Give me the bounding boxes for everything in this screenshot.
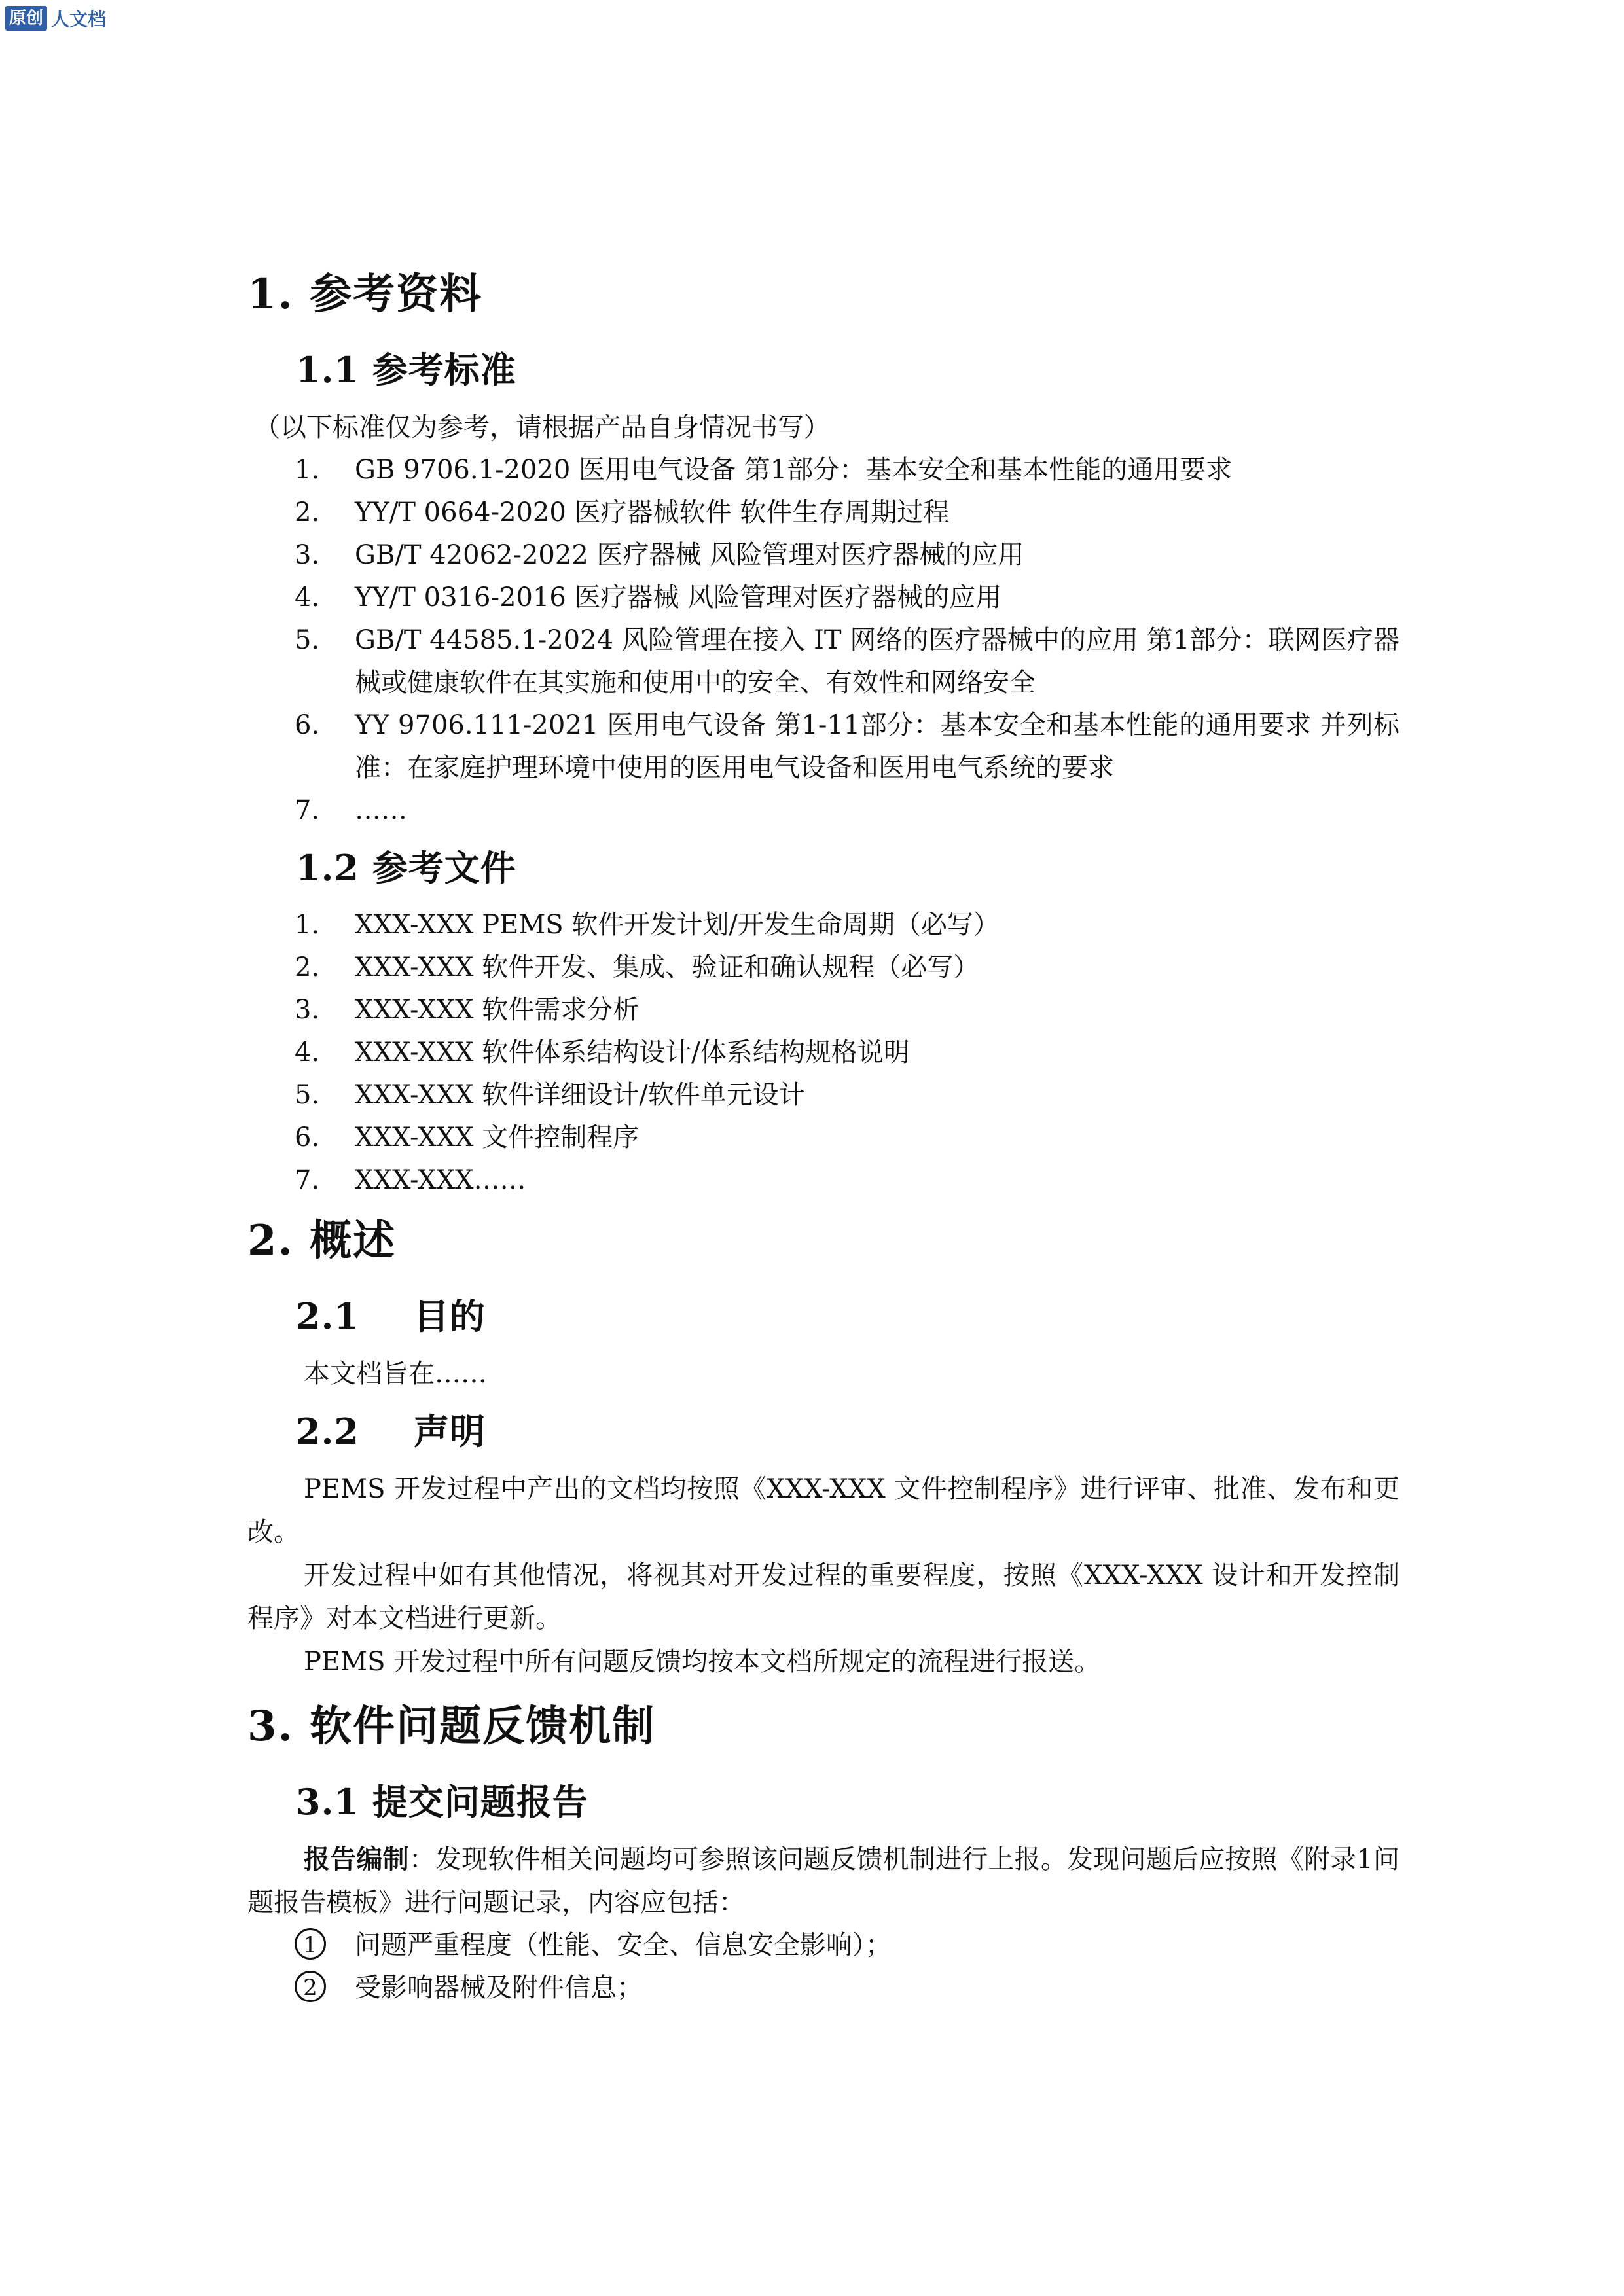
- reference-standards-list: [247, 449, 1399, 832]
- list-index: 5.: [295, 625, 320, 655]
- section-2-1-title: 目的: [414, 1295, 486, 1337]
- list-text: XXX-XXX PEMS 软件开发计划/开发生命周期（必写）: [355, 910, 1000, 940]
- list-text: XXX-XXX 软件开发、集成、验证和确认规程（必写）: [355, 952, 980, 982]
- list-item: [247, 619, 1399, 704]
- list-text: XXX-XXX 文件控制程序: [355, 1122, 640, 1153]
- list-item: [247, 492, 1399, 534]
- list-index: 7.: [295, 795, 320, 825]
- circled-index: 1: [295, 1928, 326, 1960]
- section-2-1-body: 本文档旨在……: [304, 1359, 487, 1389]
- list-text: XXX-XXX 软件需求分析: [355, 995, 640, 1025]
- list-item: [247, 789, 1399, 832]
- list-item: [247, 449, 1399, 492]
- list-index: 6.: [295, 1122, 320, 1153]
- logo-badge: 原创: [5, 6, 47, 31]
- report-contents-list: [247, 1924, 1399, 2009]
- section-3-1-title: 3.1 提交问题报告: [296, 1781, 588, 1823]
- list-item: [247, 704, 1399, 789]
- list-index: 3.: [295, 995, 320, 1025]
- list-index: 3.: [295, 540, 320, 570]
- report-compile-label: 报告编制: [304, 1844, 409, 1874]
- reference-documents-list: [247, 904, 1399, 1202]
- section-2-1-number: 2.1: [296, 1295, 359, 1337]
- section-2-2-heading: [296, 1395, 1399, 1467]
- watermark-logo: [5, 5, 106, 31]
- list-text: GB/T 44585.1-2024 风险管理在接入 IT 网络的医疗器械中的应用 第1部分：联网医疗器械或健康软件在其实施和使用中的安全、有效性和网络安全: [355, 625, 1399, 698]
- section-1-1-title: 1.1 参考标准: [296, 349, 516, 391]
- list-index: 1.: [295, 910, 320, 940]
- section-2-2-number: 2.2: [296, 1410, 359, 1452]
- list-item: [247, 946, 1399, 989]
- list-index: 6.: [295, 710, 320, 740]
- list-item: [247, 1031, 1399, 1074]
- list-text: GB/T 42062-2022 医疗器械 风险管理对医疗器械的应用: [355, 540, 1024, 570]
- list-text: ……: [355, 795, 407, 825]
- list-index: 4.: [295, 1037, 320, 1067]
- section-1-1-note: （以下标准仅为参考，请根据产品自身情况书写）: [254, 412, 830, 442]
- list-index: 1.: [295, 455, 320, 485]
- section-3-1-lead: [247, 1838, 1399, 1924]
- document-page: [247, 255, 1399, 2009]
- list-item: [247, 534, 1399, 577]
- list-item: [247, 1117, 1399, 1159]
- list-item: [247, 1074, 1399, 1117]
- list-item: [247, 1967, 1399, 2009]
- logo-text: 人文档: [51, 9, 107, 30]
- list-item: [247, 577, 1399, 619]
- section-2-1-heading: [296, 1280, 1399, 1352]
- list-item: [247, 989, 1399, 1031]
- list-text: 问题严重程度（性能、安全、信息安全影响）；: [355, 1930, 892, 1960]
- list-text: YY/T 0664-2020 医疗器械软件 软件生存周期过程: [355, 497, 950, 528]
- circled-index: 2: [295, 1971, 326, 2002]
- section-2-2-paragraph-2: 开发过程中如有其他情况，将视其对开发过程的重要程度，按照《XXX-XXX 设计和开发控制程序》对本文档进行更新。: [247, 1560, 1399, 1634]
- list-index: 2.: [295, 952, 320, 982]
- section-2-2-paragraph-3: PEMS 开发过程中所有问题反馈均按本文档所规定的流程进行报送。: [304, 1647, 1101, 1677]
- section-2-title: 2. 概述: [247, 1216, 397, 1265]
- list-item: [247, 1924, 1399, 1967]
- list-index: 4.: [295, 583, 320, 613]
- report-compile-text: ：发现软件相关问题均可参照该问题反馈机制进行上报。发现问题后应按照《附录1问题报告模板》进行问题记录，内容应包括：: [247, 1844, 1400, 1918]
- section-2-2-title: 声明: [414, 1410, 486, 1452]
- list-index: 2.: [295, 497, 320, 528]
- section-1-title: 1. 参考资料: [247, 270, 483, 319]
- list-text: XXX-XXX 软件详细设计/软件单元设计: [355, 1080, 805, 1110]
- list-text: 受影响器械及附件信息；: [355, 1973, 643, 2003]
- section-3-title: 3. 软件问题反馈机制: [247, 1702, 656, 1751]
- list-text: GB 9706.1-2020 医用电气设备 第1部分：基本安全和基本性能的通用要求: [355, 455, 1233, 485]
- list-index: 5.: [295, 1080, 320, 1110]
- list-text: YY 9706.111-2021 医用电气设备 第1-11部分：基本安全和基本性能的通用要求 并列标准：在家庭护理环境中使用的医用电气设备和医用电气系统的要求: [355, 710, 1399, 783]
- list-text: XXX-XXX……: [355, 1165, 526, 1195]
- list-item: [247, 1159, 1399, 1202]
- list-text: YY/T 0316-2016 医疗器械 风险管理对医疗器械的应用: [355, 583, 1002, 613]
- section-1-2-title: 1.2 参考文件: [296, 847, 516, 889]
- section-2-2-paragraph-1: PEMS 开发过程中产出的文档均按照《XXX-XXX 文件控制程序》进行评审、批准、发布和更改。: [247, 1474, 1399, 1547]
- list-text: XXX-XXX 软件体系结构设计/体系结构规格说明: [355, 1037, 910, 1067]
- list-item: [247, 904, 1399, 946]
- list-index: 7.: [295, 1165, 320, 1195]
